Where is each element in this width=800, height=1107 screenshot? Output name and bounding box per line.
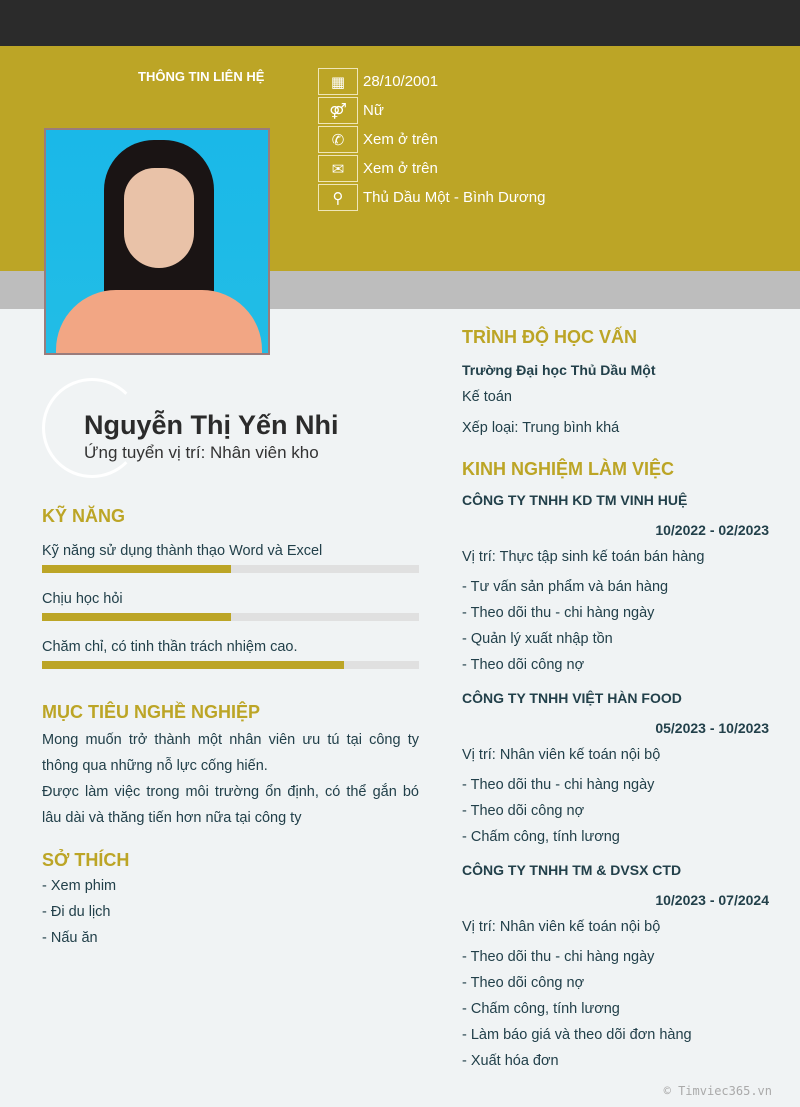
contact-value: Thủ Dầu Một - Bình Dương [363, 189, 546, 206]
contact-value: Xem ở trên [363, 131, 438, 148]
job-task: - Xuất hóa đơn [462, 1053, 559, 1069]
skill-bar [42, 565, 419, 573]
company-name: CÔNG TY TNHH TM & DVSX CTD [462, 862, 682, 878]
job-role: Vị trí: Nhân viên kế toán nội bộ [462, 919, 661, 935]
section-title: TRÌNH ĐỘ HỌC VẤN [462, 327, 637, 347]
company-name: CÔNG TY TNHH KD TM VINH HUỆ [462, 492, 688, 508]
contact-list [318, 67, 545, 212]
hobbies-section [42, 850, 419, 951]
job-task: - Theo dõi thu - chi hàng ngày [462, 777, 655, 793]
contact-title: THÔNG TIN LIÊN HỆ [138, 69, 265, 84]
experience-section [462, 459, 769, 1074]
section-title: SỞ THÍCH [42, 850, 130, 870]
candidate-name: Nguyễn Thị Yến Nhi [84, 410, 339, 440]
hobby-item: - Nấu ăn [42, 930, 98, 946]
skill-label: Chăm chỉ, có tinh thần trách nhiệm cao. [42, 639, 298, 655]
contact-value: 28/10/2001 [363, 73, 439, 90]
contact-value: Xem ở trên [363, 160, 438, 177]
skill-bar [42, 661, 419, 669]
location-icon: ⚲ [318, 184, 358, 211]
hobby-item: - Xem phim [42, 878, 117, 894]
skill-bar-fill [42, 661, 344, 669]
job-task: - Theo dõi công nợ [462, 975, 585, 991]
job-task: - Theo dõi thu - chi hàng ngày [462, 605, 655, 621]
job-task: - Theo dõi công nợ [462, 657, 585, 673]
company-name: CÔNG TY TNHH VIỆT HÀN FOOD [462, 690, 682, 706]
job-dates: 10/2022 - 02/2023 [655, 522, 769, 538]
contact-row [318, 125, 545, 154]
gender-icon: ⚤ [318, 97, 358, 124]
objective-text: Được làm việc trong môi trường ổn định, có thể gắn bó lâu dài và thăng tiến hơn nữa tại công ty [42, 784, 419, 826]
section-title: KỸ NĂNG [42, 506, 126, 526]
contact-value: Nữ [363, 102, 384, 119]
skill-bar [42, 613, 419, 621]
calendar-icon: ▦ [318, 68, 358, 95]
job-task: - Quản lý xuất nhập tồn [462, 631, 613, 647]
skill-label: Chịu học hỏi [42, 591, 123, 607]
job-role: Vị trí: Nhân viên kế toán nội bộ [462, 747, 661, 763]
skills-section [42, 506, 419, 669]
major: Kế toán [462, 389, 512, 405]
job-dates: 05/2023 - 10/2023 [655, 720, 769, 736]
phone-icon: ✆ [318, 126, 358, 153]
footer-watermark: © Timviec365.vn [663, 1084, 772, 1098]
education-section [462, 327, 769, 441]
skill-label: Kỹ năng sử dụng thành thạo Word và Excel [42, 543, 323, 559]
top-bar [0, 0, 800, 46]
applied-position: Ứng tuyển vị trí: Nhân viên kho [84, 443, 319, 462]
skill-bar-fill [42, 565, 231, 573]
objective-text: Mong muốn trở thành một nhân viên ưu tú tại công ty thông qua những nỗ lực cống hiến. [42, 732, 419, 774]
hobby-item: - Đi du lịch [42, 904, 111, 920]
section-title: MỤC TIÊU NGHỀ NGHIỆP [42, 702, 261, 722]
job-task: - Theo dõi công nợ [462, 803, 585, 819]
skill-bar-fill [42, 613, 231, 621]
contact-row [318, 96, 545, 125]
job-task: - Tư vấn sản phẩm và bán hàng [462, 579, 669, 595]
grade: Xếp loại: Trung bình khá [462, 420, 620, 436]
job-role: Vị trí: Thực tập sinh kế toán bán hàng [462, 549, 705, 565]
profile-photo [44, 128, 270, 355]
contact-row [318, 183, 545, 212]
job-task: - Làm báo giá và theo dõi đơn hàng [462, 1027, 692, 1043]
email-icon: ✉ [318, 155, 358, 182]
contact-row [318, 67, 545, 96]
job-dates: 10/2023 - 07/2024 [655, 892, 769, 908]
job-task: - Theo dõi thu - chi hàng ngày [462, 949, 655, 965]
contact-row [318, 154, 545, 183]
job-task: - Chấm công, tính lương [462, 829, 620, 845]
school-name: Trường Đại học Thủ Dầu Một [462, 362, 656, 378]
section-title: KINH NGHIỆM LÀM VIỆC [462, 459, 675, 479]
job-task: - Chấm công, tính lương [462, 1001, 620, 1017]
objective-section [42, 702, 419, 831]
